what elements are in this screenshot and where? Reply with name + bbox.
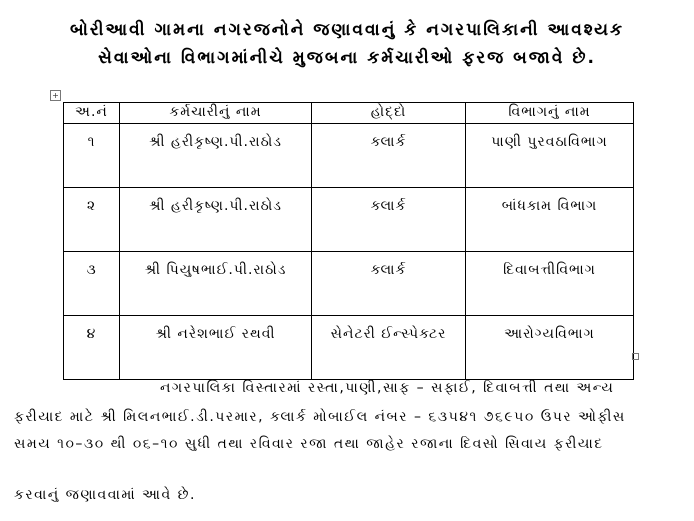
- cell-designation: ક્લાર્ક: [312, 188, 466, 252]
- header-serial: અ.નં: [64, 103, 120, 124]
- cell-employee-name: શ્રી પિયુષભાઈ.પી.રાઠોડ: [120, 252, 312, 316]
- staff-table: [63, 102, 634, 380]
- heading-line-2: સેવાઓના વિભાગમાંનીચે મુજબના કર્મચારીઓ ફરજ બજાવે છે.: [98, 48, 596, 68]
- cell-department: દિવાબત્તીવિભાગ: [466, 252, 634, 316]
- paragraph-line-3: સમય ૧૦–૩૦ થી ૦૬–૧૦ સુધી તથા રવિવાર રજા તથા જાહેર રજાના દિવસો સિવાય ફરીયાદ: [14, 436, 604, 452]
- table-row: [64, 316, 634, 380]
- cell-designation: સેનેટરી ઈન્સ્પેક્ટર: [312, 316, 466, 380]
- header-employee-name: કર્મચારીનું નામ: [120, 103, 312, 124]
- cell-department: આરોગ્યવિભાગ: [466, 316, 634, 380]
- table-row: [64, 188, 634, 252]
- cell-employee-name: શ્રી હરીકૃષ્ણ.પી.રાઠોડ: [120, 124, 312, 188]
- header-designation: હોદ્દો: [312, 103, 466, 124]
- paragraph-line-4: કરવાનું જણાવવામાં આવે છે.: [14, 487, 196, 503]
- heading-line-1: બોરીઆવી ગામના નગરજનોને જણાવવાનું કે નગરપાલિકાની આવશ્યક: [69, 20, 625, 40]
- cell-serial: ૩: [64, 252, 120, 316]
- cell-serial: ૧: [64, 124, 120, 188]
- table-resize-handle[interactable]: [632, 353, 639, 360]
- cell-serial: ૪: [64, 316, 120, 380]
- table-move-handle-icon[interactable]: +: [50, 90, 61, 101]
- table-row: [64, 124, 634, 188]
- cell-serial: ૨: [64, 188, 120, 252]
- cell-employee-name: શ્રી હરીકૃષ્ણ.પી.રાઠોડ: [120, 188, 312, 252]
- cell-department: પાણી પુરવઠાવિભાગ: [466, 124, 634, 188]
- paragraph-line-1: નગરપાલિકા વિસ્તારમાં રસ્તા,પાણી,સાફ – સફાઈ, દિવાબત્તી તથા અન્ય: [160, 380, 615, 396]
- header-department: વિભાગનું નામ: [466, 103, 634, 124]
- cell-designation: ક્લાર્ક: [312, 252, 466, 316]
- table-header-row: [64, 103, 634, 124]
- cell-designation: ક્લાર્ક: [312, 124, 466, 188]
- cell-department: બાંધકામ વિભાગ: [466, 188, 634, 252]
- table-row: [64, 252, 634, 316]
- cell-employee-name: શ્રી નરેશભાઈ રથવી: [120, 316, 312, 380]
- paragraph-line-2: ફરીયાદ માટે શ્રી મિલનભાઈ.ડી.પરમાર, ક્લાર્ક મોબાઈલ નંબર – ૬૩૫૪૧ ૭૬૯૫૦ ઉપર ઓફીસ: [14, 409, 626, 425]
